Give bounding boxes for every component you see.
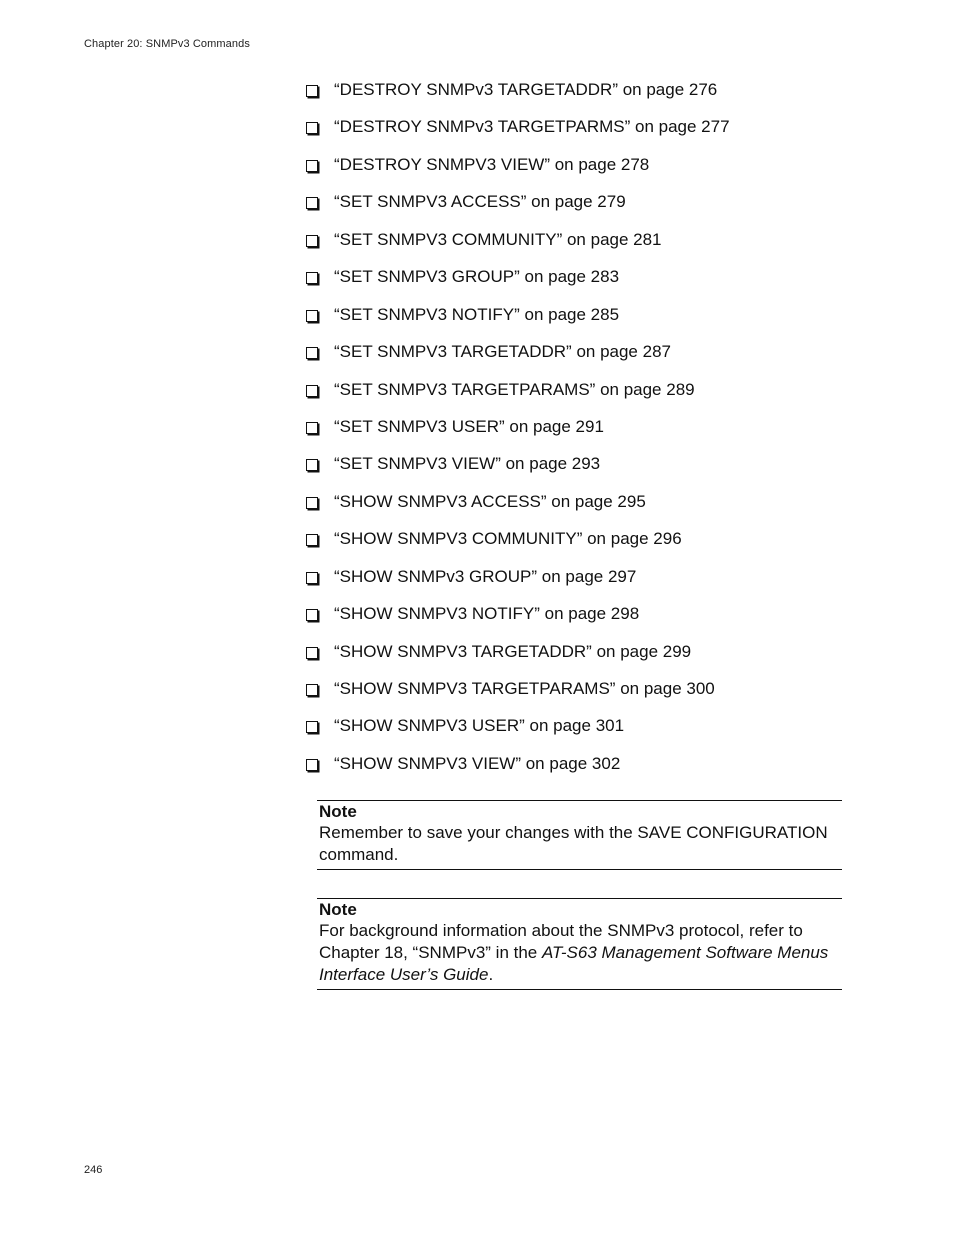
xref-link[interactable]: “SET SNMPV3 TARGETPARAMS” on page 289 [334, 379, 695, 399]
checkbox-bullet-icon [306, 684, 318, 696]
xref-link[interactable]: “SET SNMPV3 USER” on page 291 [334, 416, 604, 436]
list-item [306, 228, 730, 265]
list-item [306, 78, 730, 115]
checkbox-bullet-icon [306, 272, 318, 284]
list-item [306, 490, 730, 527]
checkbox-bullet-icon [306, 572, 318, 584]
xref-link[interactable]: “SHOW SNMPv3 GROUP” on page 297 [334, 566, 637, 586]
xref-link[interactable]: “DESTROY SNMPv3 TARGETPARMS” on page 277 [334, 117, 730, 137]
checkbox-bullet-icon [306, 197, 318, 209]
list-item [306, 452, 730, 489]
xref-link[interactable]: “SET SNMPV3 ACCESS” on page 279 [334, 192, 626, 212]
xref-link[interactable]: “SHOW SNMPV3 ACCESS” on page 295 [334, 491, 646, 511]
list-item [306, 415, 730, 452]
note-title: Note [319, 802, 357, 821]
list-item [306, 752, 730, 789]
checkbox-bullet-icon [306, 534, 318, 546]
checkbox-bullet-icon [306, 160, 318, 172]
checkbox-bullet-icon [306, 721, 318, 733]
list-item [306, 303, 730, 340]
checkbox-bullet-icon [306, 310, 318, 322]
checkbox-bullet-icon [306, 759, 318, 771]
list-item [306, 340, 730, 377]
checkbox-bullet-icon [306, 122, 318, 134]
checkbox-bullet-icon [306, 235, 318, 247]
list-item [306, 677, 730, 714]
xref-link[interactable]: “SET SNMPV3 TARGETADDR” on page 287 [334, 342, 671, 362]
note-save-configuration [317, 800, 842, 870]
xref-link[interactable]: “SHOW SNMPV3 VIEW” on page 302 [334, 753, 621, 773]
checkbox-bullet-icon [306, 497, 318, 509]
list-item [306, 153, 730, 190]
xref-link[interactable]: “SHOW SNMPV3 TARGETPARAMS” on page 300 [334, 679, 715, 698]
checkbox-bullet-icon [306, 385, 318, 397]
xref-link[interactable]: “DESTROY SNMPV3 VIEW” on page 278 [334, 154, 650, 174]
xref-link[interactable]: “SHOW SNMPV3 COMMUNITY” on page 296 [334, 529, 682, 549]
xref-link[interactable]: “SHOW SNMPV3 USER” on page 301 [334, 716, 625, 736]
checkbox-bullet-icon [306, 459, 318, 471]
xref-link[interactable]: “SET SNMPV3 GROUP” on page 283 [334, 267, 620, 287]
list-item [306, 190, 730, 227]
checkbox-bullet-icon [306, 422, 318, 434]
list-item [306, 527, 730, 564]
xref-link[interactable]: “SET SNMPV3 COMMUNITY” on page 281 [334, 229, 662, 249]
list-item [306, 602, 730, 639]
list-item [306, 640, 730, 677]
checkbox-bullet-icon [306, 347, 318, 359]
note-body [319, 920, 842, 986]
note-body-end: . [488, 965, 494, 984]
list-item [306, 115, 730, 152]
list-item [306, 378, 730, 415]
note-title: Note [319, 900, 357, 919]
checkbox-bullet-icon [306, 85, 318, 97]
note-background-reference [317, 898, 842, 990]
xref-link[interactable]: “SET SNMPV3 NOTIFY” on page 285 [334, 304, 620, 324]
checkbox-bullet-icon [306, 609, 318, 621]
note-body: Remember to save your changes with the SAVE CONFIGURATION command. [319, 823, 828, 864]
checkbox-bullet-icon [306, 647, 318, 659]
xref-link[interactable]: “DESTROY SNMPv3 TARGETADDR” on page 276 [334, 80, 718, 99]
cross-reference-list [306, 78, 730, 789]
xref-link[interactable]: “SET SNMPV3 VIEW” on page 293 [334, 454, 601, 474]
guide-title: AT-S63 Management Software Menus Interface User’s Guide [319, 943, 829, 984]
running-header: Chapter 20: SNMPv3 Commands [84, 38, 250, 50]
page-number: 246 [84, 1164, 103, 1176]
xref-link[interactable]: “SHOW SNMPV3 NOTIFY” on page 298 [334, 604, 640, 624]
list-item [306, 565, 730, 602]
note-body-text: For background information about the SNMPv3 protocol, refer to Chapter 18, “SNMPv3” in the [319, 921, 803, 962]
list-item [306, 265, 730, 302]
list-item [306, 714, 730, 751]
xref-link[interactable]: “SHOW SNMPV3 TARGETADDR” on page 299 [334, 641, 692, 661]
